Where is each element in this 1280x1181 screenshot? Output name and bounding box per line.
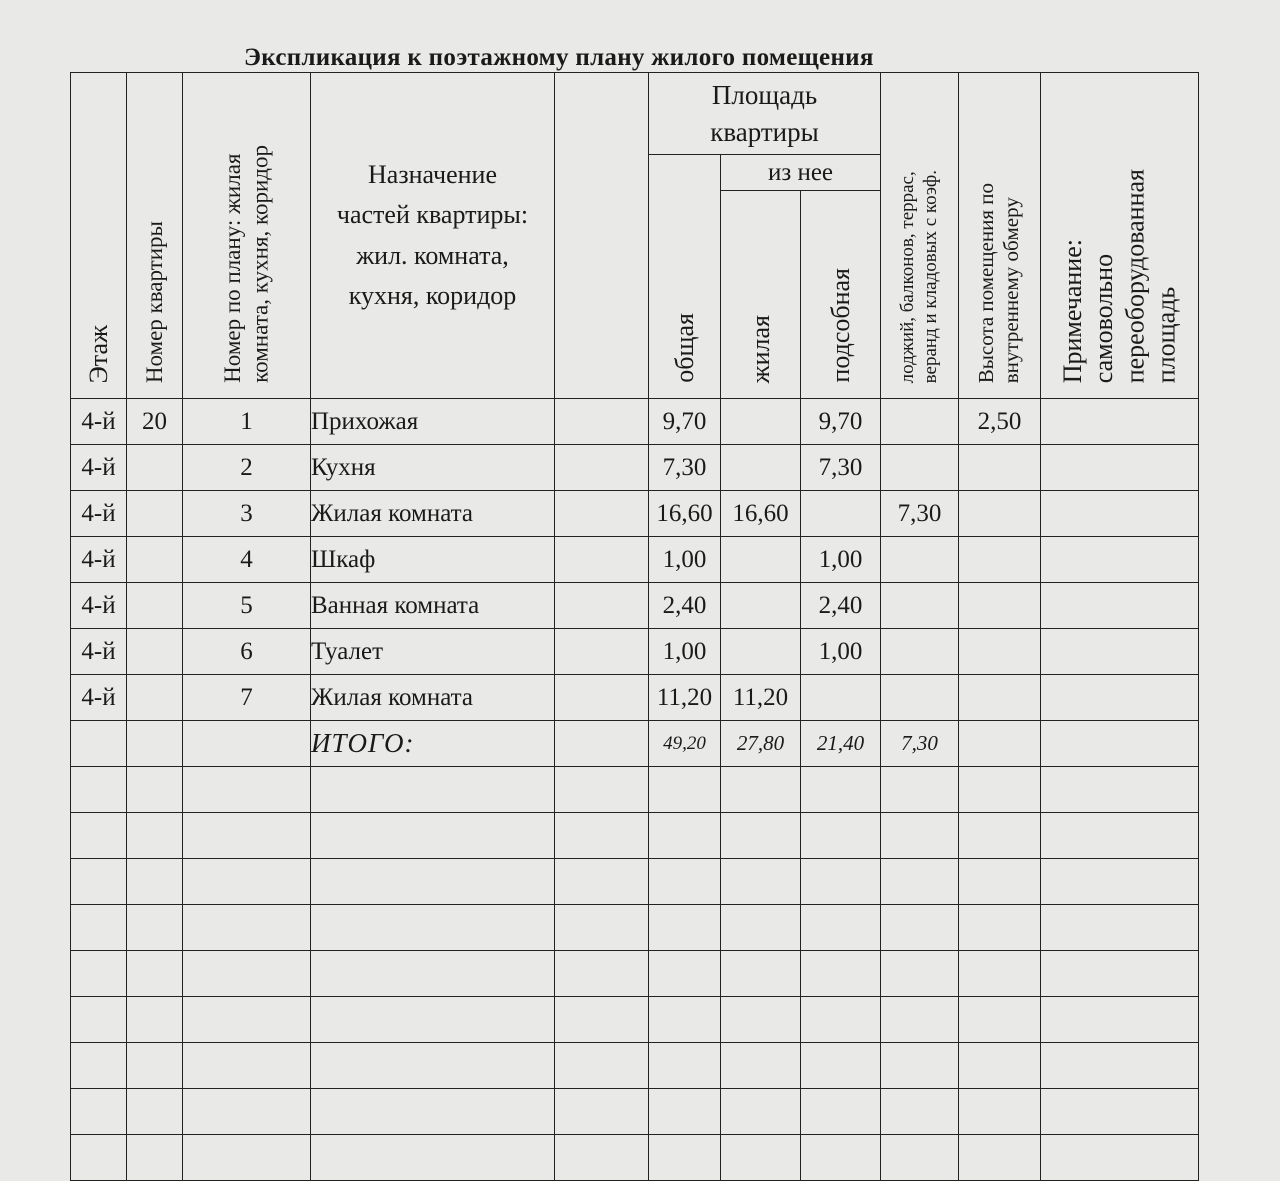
cell-empty [71, 859, 127, 905]
cell-empty [71, 1043, 127, 1089]
cell-blank [1041, 721, 1199, 767]
empty-row [71, 997, 1199, 1043]
cell-note [1041, 491, 1199, 537]
cell-empty [71, 1135, 127, 1181]
empty-row [71, 951, 1199, 997]
cell-empty [801, 1043, 881, 1089]
cell-empty [649, 997, 721, 1043]
cell-blank [555, 583, 649, 629]
cell-blank [555, 675, 649, 721]
cell-blank [555, 629, 649, 675]
cell-empty [959, 767, 1041, 813]
cell-apartment [127, 675, 183, 721]
cell-aux [801, 491, 881, 537]
cell-empty [649, 1135, 721, 1181]
cell-name: Прихожая [311, 399, 555, 445]
cell-living [721, 445, 801, 491]
cell-empty [881, 997, 959, 1043]
cell-aux: 1,00 [801, 537, 881, 583]
cell-empty [801, 905, 881, 951]
cell-empty [71, 813, 127, 859]
table-row [71, 629, 1199, 675]
cell-blank [959, 721, 1041, 767]
cell-empty [127, 905, 183, 951]
cell-empty [311, 859, 555, 905]
cell-empty [881, 1043, 959, 1089]
cell-blank [555, 491, 649, 537]
cell-note [1041, 583, 1199, 629]
document-title: Экспликация к поэтажному плану жилого помещения [244, 44, 874, 71]
table-row [71, 583, 1199, 629]
header-purpose: Назначение частей квартиры: жил. комната, кухня, коридор [311, 73, 555, 399]
totals-living: 27,80 [721, 721, 801, 767]
cell-empty [71, 951, 127, 997]
header-apartment-number: Номер квартиры [127, 73, 183, 399]
cell-empty [555, 905, 649, 951]
cell-empty [649, 1089, 721, 1135]
cell-empty [1041, 813, 1199, 859]
cell-living [721, 399, 801, 445]
cell-total: 1,00 [649, 537, 721, 583]
cell-empty [127, 859, 183, 905]
cell-note [1041, 537, 1199, 583]
cell-loggia [881, 675, 959, 721]
cell-living: 16,60 [721, 491, 801, 537]
cell-empty [721, 951, 801, 997]
cell-living [721, 629, 801, 675]
cell-empty [881, 1135, 959, 1181]
cell-empty [959, 997, 1041, 1043]
cell-loggia [881, 399, 959, 445]
cell-empty [721, 1135, 801, 1181]
cell-empty [183, 859, 311, 905]
cell-living [721, 583, 801, 629]
header-of-which: из нее [721, 155, 881, 191]
cell-blank [555, 399, 649, 445]
cell-empty [1041, 905, 1199, 951]
cell-empty [127, 951, 183, 997]
totals-row [71, 721, 1199, 767]
cell-blank [183, 721, 311, 767]
cell-empty [881, 1089, 959, 1135]
empty-row [71, 1089, 1199, 1135]
cell-empty [555, 997, 649, 1043]
cell-number: 3 [183, 491, 311, 537]
cell-empty [1041, 1043, 1199, 1089]
cell-floor: 4-й [71, 583, 127, 629]
table-row [71, 675, 1199, 721]
cell-empty [721, 859, 801, 905]
cell-total: 9,70 [649, 399, 721, 445]
table-row [71, 445, 1199, 491]
table-row [71, 399, 1199, 445]
header-plan-number: Номер по плану: жилая комната, кухня, коридор [183, 73, 311, 399]
cell-blank [71, 721, 127, 767]
cell-empty [311, 997, 555, 1043]
cell-height [959, 491, 1041, 537]
totals-total: 49,20 [649, 721, 721, 767]
cell-aux: 2,40 [801, 583, 881, 629]
cell-number: 6 [183, 629, 311, 675]
cell-empty [71, 767, 127, 813]
cell-name: Кухня [311, 445, 555, 491]
cell-height [959, 675, 1041, 721]
cell-empty [801, 997, 881, 1043]
cell-note [1041, 399, 1199, 445]
cell-height [959, 537, 1041, 583]
header-total: общая [649, 155, 721, 399]
cell-empty [1041, 1135, 1199, 1181]
cell-empty [881, 905, 959, 951]
explication-table [70, 72, 1199, 1181]
cell-empty [721, 1089, 801, 1135]
cell-loggia [881, 445, 959, 491]
cell-empty [71, 997, 127, 1043]
cell-number: 4 [183, 537, 311, 583]
cell-apartment [127, 629, 183, 675]
totals-aux: 21,40 [801, 721, 881, 767]
cell-empty [881, 767, 959, 813]
cell-apartment [127, 537, 183, 583]
cell-apartment [127, 445, 183, 491]
cell-number: 5 [183, 583, 311, 629]
table-row [71, 491, 1199, 537]
cell-empty [801, 859, 881, 905]
cell-floor: 4-й [71, 629, 127, 675]
cell-empty [71, 1089, 127, 1135]
cell-empty [183, 1135, 311, 1181]
cell-empty [311, 813, 555, 859]
cell-total: 16,60 [649, 491, 721, 537]
header-blank [555, 73, 649, 399]
cell-number: 7 [183, 675, 311, 721]
cell-empty [183, 1089, 311, 1135]
cell-empty [959, 1089, 1041, 1135]
cell-empty [311, 767, 555, 813]
header-note: Примечание: самовольно переоборудованная площадь [1041, 73, 1199, 399]
cell-empty [721, 997, 801, 1043]
header-loggias: лоджий, балконов, террас, веранд и кладовых с коэф. [881, 73, 959, 399]
cell-empty [801, 813, 881, 859]
cell-empty [881, 813, 959, 859]
cell-empty [183, 951, 311, 997]
cell-apartment [127, 583, 183, 629]
cell-empty [555, 1043, 649, 1089]
empty-row [71, 1043, 1199, 1089]
cell-empty [183, 1043, 311, 1089]
cell-empty [1041, 1089, 1199, 1135]
cell-apartment [127, 491, 183, 537]
empty-row [71, 859, 1199, 905]
cell-empty [311, 951, 555, 997]
cell-empty [1041, 951, 1199, 997]
cell-empty [801, 951, 881, 997]
cell-number: 1 [183, 399, 311, 445]
cell-blank [555, 537, 649, 583]
cell-empty [959, 1043, 1041, 1089]
totals-label: ИТОГО: [311, 721, 555, 767]
cell-height [959, 629, 1041, 675]
cell-loggia [881, 583, 959, 629]
header-auxiliary: подсобная [801, 191, 881, 399]
cell-empty [801, 767, 881, 813]
cell-note [1041, 675, 1199, 721]
cell-empty [649, 813, 721, 859]
cell-empty [555, 859, 649, 905]
table-row [71, 537, 1199, 583]
cell-name: Жилая комната [311, 491, 555, 537]
cell-empty [183, 767, 311, 813]
cell-living [721, 537, 801, 583]
cell-empty [311, 905, 555, 951]
header-floor: Этаж [71, 73, 127, 399]
cell-floor: 4-й [71, 445, 127, 491]
cell-name: Шкаф [311, 537, 555, 583]
cell-aux: 7,30 [801, 445, 881, 491]
cell-loggia: 7,30 [881, 491, 959, 537]
cell-loggia [881, 537, 959, 583]
cell-blank [127, 721, 183, 767]
cell-empty [311, 1089, 555, 1135]
cell-empty [127, 767, 183, 813]
empty-row [71, 1135, 1199, 1181]
cell-blank [555, 721, 649, 767]
cell-name: Туалет [311, 629, 555, 675]
cell-empty [1041, 997, 1199, 1043]
cell-number: 2 [183, 445, 311, 491]
cell-floor: 4-й [71, 537, 127, 583]
cell-empty [555, 767, 649, 813]
cell-empty [649, 951, 721, 997]
cell-empty [127, 1135, 183, 1181]
cell-empty [721, 1043, 801, 1089]
empty-row [71, 767, 1199, 813]
cell-floor: 4-й [71, 675, 127, 721]
cell-empty [555, 951, 649, 997]
cell-floor: 4-й [71, 491, 127, 537]
cell-empty [801, 1135, 881, 1181]
empty-row [71, 905, 1199, 951]
cell-empty [959, 951, 1041, 997]
cell-empty [881, 859, 959, 905]
cell-empty [127, 813, 183, 859]
cell-empty [649, 1043, 721, 1089]
cell-empty [183, 813, 311, 859]
cell-empty [311, 1043, 555, 1089]
cell-empty [721, 905, 801, 951]
cell-name: Ванная комната [311, 583, 555, 629]
cell-empty [959, 1135, 1041, 1181]
cell-empty [721, 813, 801, 859]
cell-empty [183, 905, 311, 951]
cell-empty [959, 859, 1041, 905]
cell-empty [649, 767, 721, 813]
cell-total: 7,30 [649, 445, 721, 491]
cell-loggia [881, 629, 959, 675]
cell-empty [649, 859, 721, 905]
header-living: жилая [721, 191, 801, 399]
cell-floor: 4-й [71, 399, 127, 445]
cell-aux: 9,70 [801, 399, 881, 445]
cell-name: Жилая комната [311, 675, 555, 721]
cell-apartment: 20 [127, 399, 183, 445]
cell-empty [881, 951, 959, 997]
cell-empty [649, 905, 721, 951]
cell-empty [183, 997, 311, 1043]
cell-height [959, 583, 1041, 629]
cell-note [1041, 445, 1199, 491]
header-height: Высота помещения по внутреннему обмеру [959, 73, 1041, 399]
cell-empty [1041, 859, 1199, 905]
cell-height [959, 445, 1041, 491]
cell-empty [721, 767, 801, 813]
cell-empty [555, 1089, 649, 1135]
cell-empty [959, 905, 1041, 951]
cell-empty [801, 1089, 881, 1135]
cell-empty [127, 997, 183, 1043]
cell-empty [127, 1089, 183, 1135]
cell-height: 2,50 [959, 399, 1041, 445]
cell-empty [959, 813, 1041, 859]
cell-living: 11,20 [721, 675, 801, 721]
cell-blank [555, 445, 649, 491]
header-area: Площадь квартиры [649, 73, 881, 155]
cell-empty [71, 905, 127, 951]
cell-total: 1,00 [649, 629, 721, 675]
cell-aux: 1,00 [801, 629, 881, 675]
cell-empty [1041, 767, 1199, 813]
cell-aux [801, 675, 881, 721]
totals-loggia: 7,30 [881, 721, 959, 767]
cell-empty [127, 1043, 183, 1089]
cell-note [1041, 629, 1199, 675]
cell-empty [311, 1135, 555, 1181]
cell-empty [555, 1135, 649, 1181]
cell-total: 11,20 [649, 675, 721, 721]
table-body [71, 399, 1199, 1181]
cell-total: 2,40 [649, 583, 721, 629]
empty-row [71, 813, 1199, 859]
cell-empty [555, 813, 649, 859]
